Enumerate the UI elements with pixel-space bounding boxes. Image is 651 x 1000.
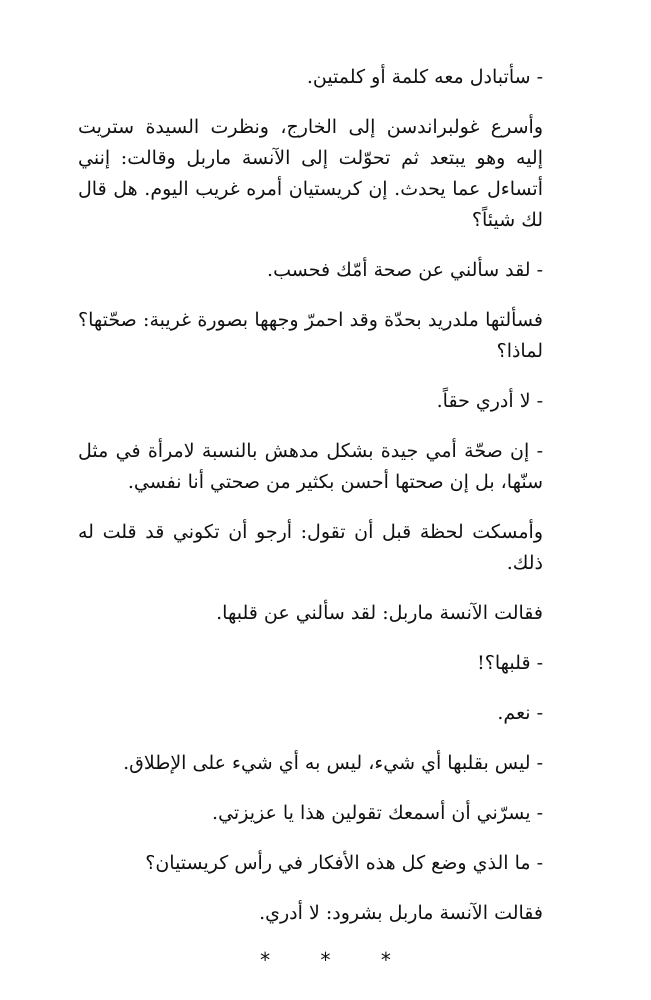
paragraph-13: - ما الذي وضع كل هذه الأفكار في رأس كريستيان؟ — [145, 852, 543, 874]
section-separator: * * * — [260, 948, 413, 972]
paragraph-1: - سأتبادل معه كلمة أو كلمتين. — [306, 66, 543, 88]
paragraph-9: - قلبها؟! — [477, 652, 543, 674]
paragraph-6: - إن صحّة أمي جيدة بشكل مدهش بالنسبة لامرأة في مثل سنّها، بل إن صحتها أحسن بكثير من صحتي أنا نفسي. — [78, 440, 543, 493]
paragraph-7: وأمسكت لحظة قبل أن تقول: أرجو أن تكوني قد قلت له ذلك. — [78, 521, 543, 574]
paragraph-5: - لا أدري حقاً. — [436, 390, 543, 412]
paragraph-8: فقالت الآنسة ماربل: لقد سألني عن قلبها. — [216, 602, 543, 624]
paragraph-3: - لقد سألني عن صحة أمّك فحسب. — [267, 259, 543, 281]
paragraph-11: - ليس بقلبها أي شيء، ليس به أي شيء على الإطلاق. — [123, 752, 543, 774]
paragraph-14: فقالت الآنسة ماربل بشرود: لا أدري. — [259, 902, 543, 924]
paragraph-2: وأسرع غولبراندسن إلى الخارج، ونظرت السيدة ستريت إليه وهو يبتعد ثم تحوّلت إلى الآنسة ماربل وقالت: إنني أتساءل عما يحدث. إن كريستيان أمره غريب اليوم. هل قال لك شيئاً؟ — [78, 116, 543, 231]
paragraph-4: فسألتها ملدريد بحدّة وقد احمرّ وجهها بصورة غريبة: صحّتها؟ لماذا؟ — [78, 309, 543, 362]
paragraph-10: - نعم. — [497, 702, 543, 724]
paragraph-12: - يسرّني أن أسمعك تقولين هذا يا عزيزتي. — [212, 802, 543, 824]
